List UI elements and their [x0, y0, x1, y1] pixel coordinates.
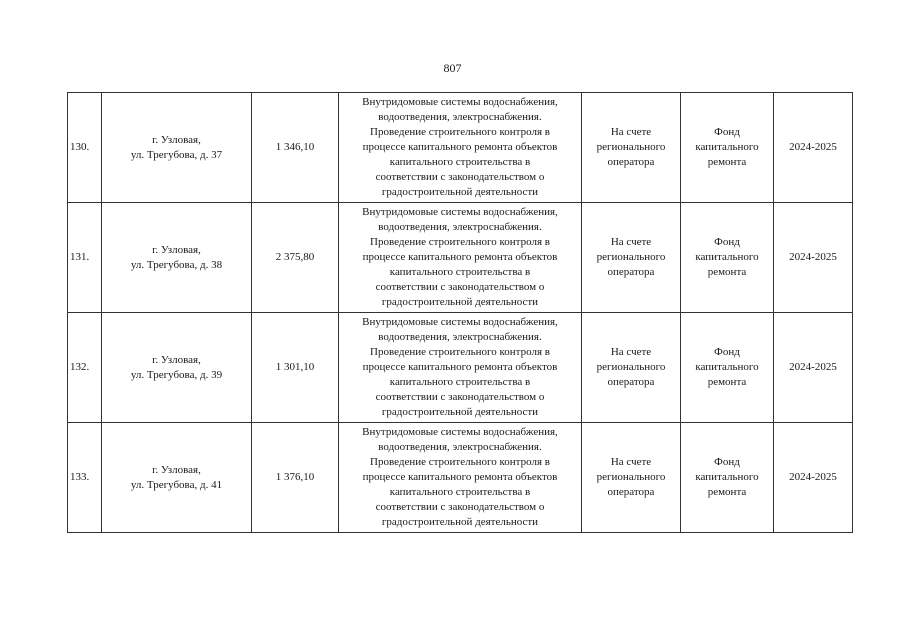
- funding-source-line: ремонта: [707, 486, 747, 498]
- funding-source-line: капитального: [695, 471, 759, 483]
- works-line: Проведение строительного контроля в: [370, 346, 550, 358]
- account-cell: [582, 203, 681, 313]
- works-line: соответствии с законодательством о: [375, 281, 545, 293]
- account-line: На счете: [610, 346, 652, 358]
- row-number: 131.: [70, 251, 90, 263]
- account-cell: [582, 423, 681, 533]
- works-cell: [339, 423, 582, 533]
- works-line: водоотведения, электроснабжения.: [378, 221, 542, 233]
- works-line: процессе капитального ремонта объектов: [362, 251, 558, 263]
- period-cell: [774, 313, 853, 423]
- account-line: оператора: [607, 156, 655, 168]
- account-cell: [582, 93, 681, 203]
- funding-source-line: ремонта: [707, 376, 747, 388]
- works-cell: [339, 203, 582, 313]
- account-line: оператора: [607, 266, 655, 278]
- works-line: процессе капитального ремонта объектов: [362, 471, 558, 483]
- funding-source-line: Фонд: [714, 346, 740, 358]
- works-cell: [339, 93, 582, 203]
- row-number: 130.: [70, 141, 90, 153]
- address-city: г. Узловая,: [152, 243, 201, 256]
- account-cell: [582, 313, 681, 423]
- table-row: [68, 313, 853, 423]
- capital-repair-table: [67, 92, 853, 533]
- address-cell: [102, 93, 252, 203]
- works-line: градостроительной деятельности: [381, 516, 539, 528]
- works-line: водоотведения, электроснабжения.: [378, 331, 542, 343]
- works-line: Проведение строительного контроля в: [370, 456, 550, 468]
- period-value: 2024-2025: [789, 361, 837, 373]
- cost-cell: [252, 93, 339, 203]
- funding-source-line: капитального: [695, 251, 759, 263]
- works-line: Внутридомовые системы водоснабжения,: [362, 206, 558, 218]
- funding-source-cell: [681, 313, 774, 423]
- works-line: Проведение строительного контроля в: [370, 236, 550, 248]
- account-line: регионального: [596, 471, 666, 483]
- account-line: На счете: [610, 236, 652, 248]
- period-value: 2024-2025: [789, 251, 837, 263]
- address-city: г. Узловая,: [152, 133, 201, 146]
- works-line: капитального строительства в: [389, 486, 531, 498]
- row-number: 132.: [70, 361, 90, 373]
- works-line: процессе капитального ремонта объектов: [362, 361, 558, 373]
- period-value: 2024-2025: [789, 471, 837, 483]
- account-line: На счете: [610, 456, 652, 468]
- account-line: оператора: [607, 486, 655, 498]
- works-line: водоотведения, электроснабжения.: [378, 441, 542, 453]
- works-cell: [339, 313, 582, 423]
- address-cell: [102, 313, 252, 423]
- row-number-cell: [68, 313, 102, 423]
- funding-source-line: Фонд: [714, 126, 740, 138]
- works-line: соответствии с законодательством о: [375, 171, 545, 183]
- cost-cell: [252, 203, 339, 313]
- cost-value: 2 375,80: [275, 251, 315, 263]
- funding-source-line: капитального: [695, 361, 759, 373]
- address-city: г. Узловая,: [152, 353, 201, 366]
- funding-source-line: Фонд: [714, 456, 740, 468]
- works-line: капитального строительства в: [389, 266, 531, 278]
- address-cell: [102, 203, 252, 313]
- cost-cell: [252, 313, 339, 423]
- cost-value: 1 301,10: [275, 361, 315, 373]
- works-line: соответствии с законодательством о: [375, 501, 545, 513]
- address-city: г. Узловая,: [152, 463, 201, 476]
- funding-source-cell: [681, 93, 774, 203]
- funding-source-line: ремонта: [707, 156, 747, 168]
- cost-value: 1 346,10: [275, 141, 315, 153]
- address-street: ул. Трегубова, д. 38: [130, 258, 223, 271]
- table-row: [68, 93, 853, 203]
- account-line: оператора: [607, 376, 655, 388]
- table-body: [68, 93, 853, 533]
- works-line: градостроительной деятельности: [381, 296, 539, 308]
- table-row: [68, 423, 853, 533]
- account-line: На счете: [610, 126, 652, 138]
- works-line: процессе капитального ремонта объектов: [362, 141, 558, 153]
- period-cell: [774, 93, 853, 203]
- address-street: ул. Трегубова, д. 41: [130, 478, 223, 491]
- funding-source-cell: [681, 203, 774, 313]
- account-line: регионального: [596, 361, 666, 373]
- works-line: капитального строительства в: [389, 376, 531, 388]
- address-cell: [102, 423, 252, 533]
- row-number-cell: [68, 423, 102, 533]
- row-number: 133.: [70, 471, 90, 483]
- works-line: градостроительной деятельности: [381, 186, 539, 198]
- works-line: Внутридомовые системы водоснабжения,: [362, 96, 558, 108]
- row-number-cell: [68, 93, 102, 203]
- funding-source-cell: [681, 423, 774, 533]
- works-line: капитального строительства в: [389, 156, 531, 168]
- works-line: соответствии с законодательством о: [375, 391, 545, 403]
- address-street: ул. Трегубова, д. 39: [130, 368, 223, 381]
- works-line: Внутридомовые системы водоснабжения,: [362, 426, 558, 438]
- row-number-cell: [68, 203, 102, 313]
- cost-cell: [252, 423, 339, 533]
- period-cell: [774, 203, 853, 313]
- funding-source-line: Фонд: [714, 236, 740, 248]
- works-line: градостроительной деятельности: [381, 406, 539, 418]
- account-line: регионального: [596, 141, 666, 153]
- works-line: Проведение строительного контроля в: [370, 126, 550, 138]
- cost-value: 1 376,10: [275, 471, 315, 483]
- period-value: 2024-2025: [789, 141, 837, 153]
- works-line: водоотведения, электроснабжения.: [378, 111, 542, 123]
- table-row: [68, 203, 853, 313]
- account-line: регионального: [596, 251, 666, 263]
- works-line: Внутридомовые системы водоснабжения,: [362, 316, 558, 328]
- period-cell: [774, 423, 853, 533]
- address-street: ул. Трегубова, д. 37: [130, 148, 223, 161]
- page-number: 807: [443, 61, 462, 75]
- funding-source-line: капитального: [695, 141, 759, 153]
- funding-source-line: ремонта: [707, 266, 747, 278]
